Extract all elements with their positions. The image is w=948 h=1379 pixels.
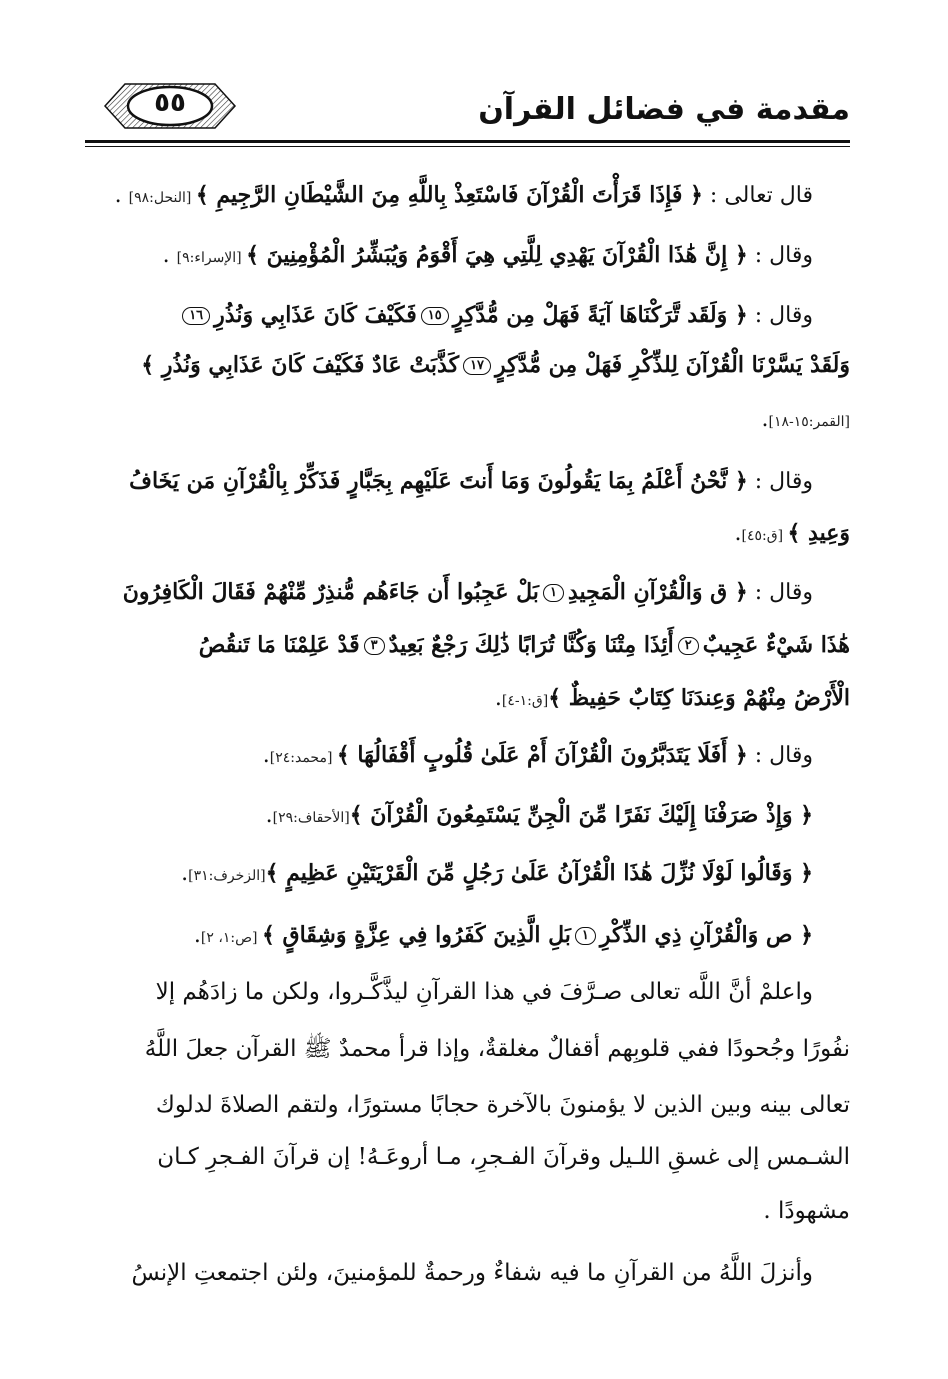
quran-verse: ﴿ فَإِذَا قَرَأْتَ الْقُرْآنَ فَاسْتَعِذْ بِاللَّهِ مِنَ الشَّيْطَانِ الرَّجِيمِ ﴾ — [195, 182, 703, 208]
quran-verse: الْأَرْضُ مِنْهُمْ وَعِندَنَا كِتَابٌ حَفِيظٌ ﴾ — [548, 685, 850, 711]
quran-verse: فَكَيْفَ كَانَ عَذَابِي وَنُذُرِ — [214, 302, 417, 328]
quran-verse: ﴿ وَلَقَد تَّرَكْنَاهَا آيَةً فَهَلْ مِن مُّدَّكِرٍ — [452, 302, 748, 328]
verse-number-marker: ١ — [543, 584, 564, 602]
verse-citation: [الأحقاف:٢٩] — [272, 810, 350, 826]
quran-verse: ﴿ وَقَالُوا لَوْلَا نُزِّلَ هَٰذَا الْقُرْآنُ عَلَىٰ رَجُلٍ مِّنَ الْقَرْيَتَيْنِ عَظِيمٍ ﴾ — [265, 860, 813, 886]
text-line-4 — [141, 350, 850, 381]
punctuation: . — [761, 407, 769, 432]
prose-line-6: وأنزلَ اللَّهُ من القرآنِ ما فيه شفاءٌ ورحمةٌ للمؤمنينَ، ولئن اجتمعتِ الإنسُ — [131, 1260, 813, 1286]
quran-verse: بَلِ الَّذِينَ كَفَرُوا فِي عِزَّةٍ وَشِقَاقٍ ﴾ — [261, 922, 571, 948]
prose-line-1: واعلمْ أنَّ اللَّه تعالى صـرَّفَ في هذا القرآنِ ليذَّكَّـروا، ولكن ما زادَهُم إلا — [155, 979, 813, 1005]
punctuation: . — [193, 923, 201, 948]
page-number: ٥٥ — [154, 88, 186, 118]
quran-verse: أَئِذَا مِتْنَا وَكُنَّا تُرَابًا ذَٰلِكَ رَجْعٌ بَعِيدٌ — [388, 632, 674, 658]
verse-citation: [محمد:٢٤] — [269, 750, 337, 766]
verse-citation: [القمر:١٥-١٨] — [768, 414, 850, 430]
verse-number-marker: ٢ — [678, 637, 699, 655]
verse-number-marker: ١٧ — [463, 357, 491, 375]
prose-line-3: تعالى بينه وبين الذين لا يؤمنونَ بالآخرة حجابًا مستورًا، ولتقم الصلاةَ لدلوك — [155, 1092, 850, 1118]
quran-verse: ﴿ نَّحْنُ أَعْلَمُ بِمَا يَقُولُونَ وَمَا أَنتَ عَلَيْهِم بِجَبَّارٍ فَذَكِّرْ بِالْقُرْآنِ مَن يَخَافُ — [129, 468, 748, 494]
text-line-8 — [123, 577, 813, 608]
punctuation: . — [494, 686, 502, 711]
prose-line-4: الشـمس إلى غسقِ اللـيل وقرآنَ الفـجرِ، مـا أروعَـهُ! إن قرآنَ الفـجرِ كـان — [157, 1144, 850, 1170]
intro-text: قال تعالى : — [702, 183, 813, 208]
quran-verse: وَلَقَدْ يَسَّرْنَا الْقُرْآنَ لِلذِّكْرِ فَهَلْ مِن مُّدَّكِرٍ — [495, 352, 850, 378]
intro-text: وقال : — [747, 469, 813, 494]
verse-citation: [ق:١-٤] — [501, 693, 549, 709]
page-number-badge — [95, 80, 245, 132]
verse-citation: [الإسراء:٩] — [176, 250, 247, 266]
verse-citation: [ص:١، ٢] — [200, 930, 262, 946]
punctuation: . — [114, 183, 129, 208]
text-line-7 — [734, 518, 850, 551]
text-line-5 — [761, 405, 850, 437]
text-line-13 — [181, 858, 813, 891]
text-line-12 — [266, 800, 813, 833]
text-line-3 — [178, 300, 813, 331]
intro-text: وقال : — [747, 243, 813, 268]
punctuation: . — [265, 803, 273, 828]
text-line-6 — [129, 466, 813, 497]
quran-verse: هَٰذَا شَيْءٌ عَجِيبٌ — [702, 632, 850, 658]
punctuation: . — [734, 521, 742, 546]
quran-verse: ﴿ وَإِذْ صَرَفْنَا إِلَيْكَ نَفَرًا مِّنَ الْجِنِّ يَسْتَمِعُونَ الْقُرْآنَ ﴾ — [349, 802, 813, 828]
running-title: مقدمة في فضائل القرآن — [478, 92, 850, 127]
punctuation: . — [162, 243, 177, 268]
text-line-14 — [194, 920, 813, 953]
text-line-11 — [263, 740, 813, 773]
header-rule-thin — [85, 146, 850, 147]
text-line-9 — [199, 630, 850, 661]
text-line-10 — [495, 683, 850, 716]
text-line-2 — [163, 240, 813, 273]
prose-line-2: نفُورًا وجُحودًا ففي قلوبِهم أقفالٌ مغلقةٌ، وإذا قرأ محمدٌ ﷺ القرآن جعلَ اللَّهُ — [144, 1036, 850, 1062]
quran-verse: وَعِيدِ ﴾ — [787, 520, 850, 546]
quran-verse: ﴿ ص وَالْقُرْآنِ ذِي الذِّكْرِ — [599, 922, 813, 948]
header-rule-thick — [85, 140, 850, 143]
verse-number-marker: ٣ — [364, 637, 385, 655]
verse-citation: [النحل:٩٨] — [128, 190, 196, 206]
intro-text: وقال : — [747, 580, 813, 605]
prose-line-5: مشهودًا . — [763, 1198, 850, 1224]
quran-verse: بَلْ عَجِبُوا أَن جَاءَهُم مُّنذِرٌ مِّنْهُمْ فَقَالَ الْكَافِرُونَ — [122, 579, 539, 605]
quran-verse: قَدْ عَلِمْنَا مَا تَنقُصُ — [198, 632, 360, 658]
intro-text: وقال : — [747, 303, 813, 328]
quran-verse: ﴿ إِنَّ هَٰذَا الْقُرْآنَ يَهْدِي لِلَّتِي هِيَ أَقْوَمُ وَيُبَشِّرُ الْمُؤْمِنِينَ ﴾ — [246, 242, 748, 268]
text-line-1 — [115, 180, 813, 213]
verse-number-marker: ١٦ — [182, 307, 210, 325]
verse-citation: [ق:٤٥] — [741, 528, 788, 544]
punctuation: . — [181, 861, 189, 886]
quran-verse: ﴿ أَفَلَا يَتَدَبَّرُونَ الْقُرْآنَ أَمْ عَلَىٰ قُلُوبٍ أَقْفَالُهَا ﴾ — [336, 742, 748, 768]
punctuation: . — [262, 743, 270, 768]
verse-number-marker: ١٥ — [421, 307, 449, 325]
page-header — [85, 78, 850, 138]
quran-verse: كَذَّبَتْ عَادٌ فَكَيْفَ كَانَ عَذَابِي وَنُذُرِ ﴾ — [141, 352, 460, 378]
quran-verse: ﴿ ق وَالْقُرْآنِ الْمَجِيدِ — [567, 579, 748, 605]
verse-number-marker: ١ — [575, 927, 596, 945]
intro-text: وقال : — [747, 743, 813, 768]
verse-citation: [الزخرف:٣١] — [188, 868, 266, 884]
